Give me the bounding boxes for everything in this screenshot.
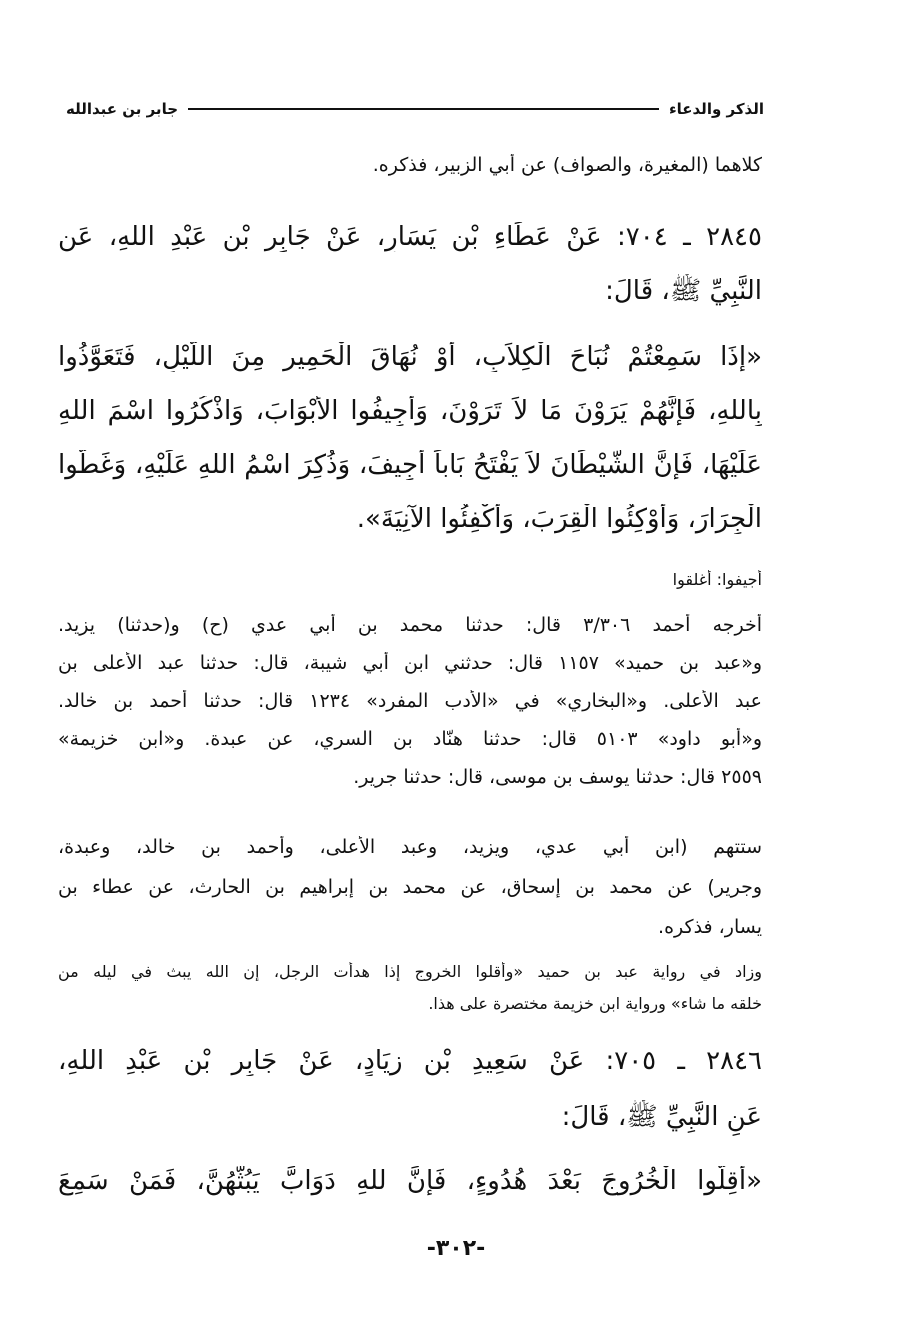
chain-line: يسار، فذكره. — [658, 916, 762, 938]
running-header — [66, 96, 764, 122]
header-chapter-title: الذكر والدعاء — [668, 100, 764, 118]
takhrij-line: أخرجه أحمد ٣/٣٠٦ قال: حدثنا محمد بن أبي عدي (ح) و(حدثنا) يزيد. — [58, 614, 762, 636]
takhrij-line: و«عبد بن حميد» ١١٥٧ قال: حدثني ابن أبي شيبة، قال: حدثنا عبد الأعلى بن — [58, 652, 762, 674]
hadith-heading-line: عَنِ النَّبِيِّ ﷺ، قَالَ: — [561, 1102, 762, 1132]
chain-line: ستتهم (ابن أبي عدي، ويزيد، وعبد الأعلى، وأحمد بن خالد، وعبدة، — [58, 836, 762, 858]
chain-line: وجرير) عن محمد بن إسحاق، عن محمد بن إبراهيم بن الحارث، عن عطاء بن — [58, 876, 762, 898]
note-line: وزاد في رواية عبد بن حميد «وأقلوا الخروج إذا هدأت الرجل، إن الله يبث في ليله من — [58, 962, 762, 981]
takhrij-line: عبد الأعلى. و«البخاري» في «الأدب المفرد» ١٢٣٤ قال: حدثنا أحمد بن خالد. — [58, 690, 762, 712]
text-line: كلاهما (المغيرة، والصواف) عن أبي الزبير، فذكره. — [372, 154, 762, 176]
hadith-text-line: الْجِرَارَ، وَأَوْكِئُوا الْقِرَبَ، وَأَكْفِئُوا الآنِيَةَ». — [356, 504, 762, 534]
page-number: -٣٠٢- — [426, 1236, 486, 1261]
hadith-text-line: عَلَيْهَا، فَإِنَّ الشَّيْطَانَ لاَ يَفْتَحُ بَاباً أُجِيفَ، وَذُكِرَ اسْمُ اللهِ عَلَيْهِ، وَغَطُّوا — [58, 450, 762, 480]
header-rule — [188, 108, 659, 110]
header-section-title: جابر بن عبدالله — [66, 100, 179, 118]
note-line: خلقه ما شاء» ورواية ابن خزيمة مختصرة على هذا. — [428, 994, 762, 1013]
hadith-heading-line: النَّبِيِّ ﷺ، قَالَ: — [605, 276, 762, 306]
gloss-line: أجيفوا: أغلقوا — [672, 570, 762, 589]
hadith-text-line: بِاللهِ، فَإِنَّهُمْ يَرَوْنَ مَا لاَ تَرَوْنَ، وَأَجِيفُوا الأَبْوَابَ، وَاذْكُرُوا اسْمَ اللهِ — [58, 396, 762, 426]
hadith-heading-line: ٢٨٤٦ ـ ٧٠٥: عَنْ سَعِيدِ بْنِ زِيَادٍ، عَنْ جَابِرِ بْنِ عَبْدِ اللهِ، — [58, 1046, 762, 1076]
takhrij-line: ٢٥٥٩ قال: حدثنا يوسف بن موسى، قال: حدثنا جرير. — [353, 766, 762, 788]
hadith-text-line: «إِذَا سَمِعْتُمْ نُبَاحَ الْكِلاَبِ، أَوْ نُهَاقَ الْحَمِيرِ مِنَ اللَّيْلِ، فَتَعَوَّذُوا — [58, 342, 762, 372]
takhrij-line: و«أبو داود» ٥١٠٣ قال: حدثنا هنّاد بن السري، عن عبدة. و«ابن خزيمة» — [58, 728, 762, 750]
hadith-heading-line: ٢٨٤٥ ـ ٧٠٤: عَنْ عَطَاءِ بْنِ يَسَارٍ، عَنْ جَابِرِ بْنِ عَبْدِ اللهِ، عَنِ — [58, 222, 762, 252]
hadith-text-line: «أَقِلُّوا الْخُرُوجَ بَعْدَ هُدُوءٍ، فَإِنَّ للهِ دَوَابَّ يَبُثُّهُنَّ، فَمَنْ سَمِعَ — [58, 1166, 762, 1196]
